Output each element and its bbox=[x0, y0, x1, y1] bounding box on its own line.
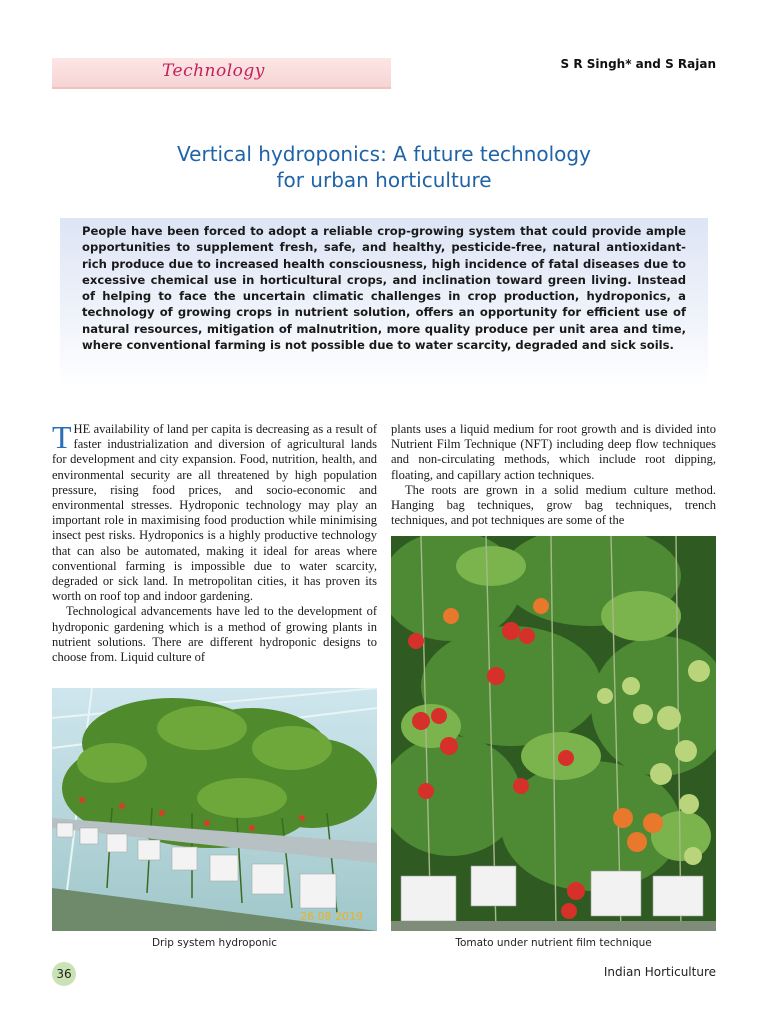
body-column-left bbox=[52, 419, 377, 665]
section-tag bbox=[52, 58, 391, 89]
drop-cap: T bbox=[52, 419, 72, 455]
section-label: Technology bbox=[162, 61, 265, 81]
figure-caption: Drip system hydroponic bbox=[151, 937, 278, 949]
authors: S R Singh* and S Rajan bbox=[560, 57, 716, 71]
page-number: 36 bbox=[52, 962, 76, 986]
abstract-text: People have been forced to adopt a reliable crop-growing system that could provide ample opportunities to supplement fresh, safe, and healthy, pesticide-free, natural antioxidant-rich produce due to increased health consciousness, high incidence of fatal diseases due to excessive chemical use in horticultural crops, and inclination toward green living. Instead of helping to face the uncertain climatic challenges in crop production, hydroponics, a technology of growing crops in nutrient solution, offers an opportunity for efficient use of natural resources, mitigation of malnutrition, more quality produce per unit area and time, where conventional farming is not possible due to water scarcity, degraded and sick soils. bbox=[82, 224, 686, 353]
paragraph: Technological advancements have led to the development of hydroponic gardening which is a method of growing plants in nutrient solutions. There are different hydroponic designs to choose from. Liquid culture of bbox=[52, 604, 377, 665]
body-column-right bbox=[391, 422, 716, 528]
article-title bbox=[0, 141, 768, 193]
paragraph bbox=[52, 419, 377, 604]
photo-date-stamp: 26 08 2019 bbox=[300, 910, 363, 923]
paragraph-text: HE availability of land per capita is decreasing as a result of faster industrialization and diversion of agricultural lands for development and city expansion. Food, nutrition, health, and environmental security are all threatened by high population pressure, rising food prices, and socio-economic and environmental stresses. Hydroponic technology may play an important role in maximising food production while minimising insect pest risks. Hydroponics is a highly productive technology that can also be automated, making it ideal for areas where conventional farming is impossible due to water scarcity, degraded or sick land. In metropolitan cities, it has proven its worth on roof top and indoor gardening. bbox=[52, 422, 377, 604]
drip-system-photo bbox=[52, 688, 377, 931]
journal-name: Indian Horticulture bbox=[603, 965, 716, 979]
abstract-box bbox=[60, 218, 708, 386]
paragraph: plants uses a liquid medium for root growth and is divided into Nutrient Film Technique (NFT) including deep flow techniques and non-circulating methods, which include root dipping, floating, and capillary action techniques. bbox=[391, 422, 716, 482]
figure-caption: Tomato under nutrient film technique bbox=[455, 937, 652, 949]
title-line-1: Vertical hydroponics: A future technology bbox=[177, 142, 591, 166]
paragraph: The roots are grown in a solid medium culture method. Hanging bag techniques, grow bag techniques, trench techniques, and pot techniques are some of the bbox=[391, 482, 716, 528]
title-line-2: for urban horticulture bbox=[276, 168, 492, 192]
tomato-nft-photo bbox=[391, 536, 716, 931]
